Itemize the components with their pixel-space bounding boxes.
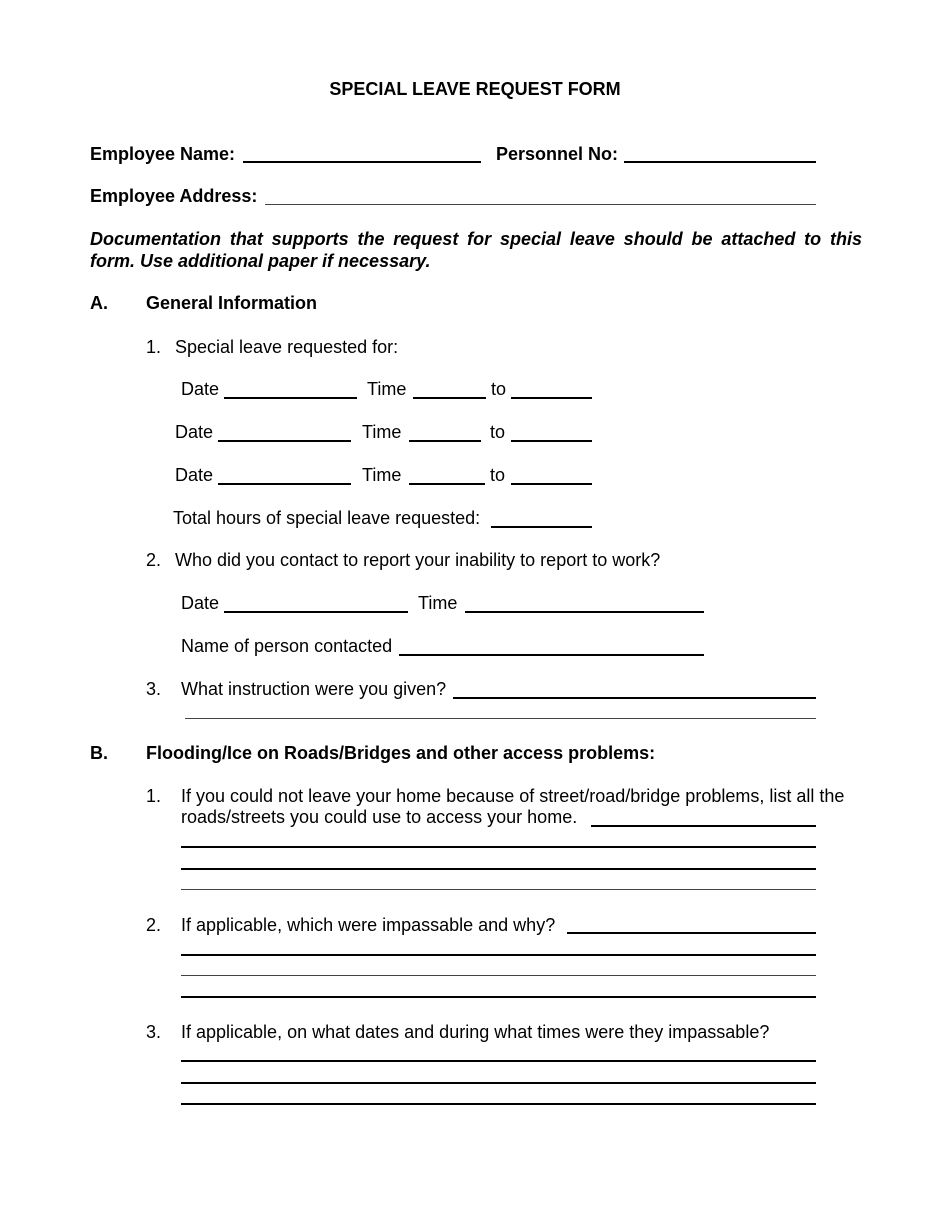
a-q1-row3-time-label: Time — [362, 465, 402, 485]
a-q1-row1-date-label: Date — [181, 379, 220, 399]
a-q1-row2-to-label: to — [490, 422, 506, 442]
a-q1-total-field[interactable] — [491, 526, 592, 528]
a-q1-row1-date-field[interactable] — [224, 397, 357, 399]
a-q3-answer-line1[interactable] — [453, 697, 816, 699]
a-q1-row2-time-label: Time — [362, 422, 402, 442]
b-q2-answer-line4[interactable] — [181, 996, 816, 998]
section-a-letter: A. — [90, 293, 108, 313]
a-q2-text: Who did you contact to report your inability to report to work? — [175, 550, 661, 570]
a-q2-date-field[interactable] — [224, 611, 408, 613]
a-q1-row3-time-to-field[interactable] — [511, 483, 592, 485]
b-q2-answer-line2[interactable] — [181, 954, 816, 956]
section-b-letter: B. — [90, 743, 108, 763]
section-b-heading: Flooding/Ice on Roads/Bridges and other access problems: — [146, 743, 656, 763]
a-q1-row1-time-label: Time — [367, 379, 407, 399]
personnel-no-field[interactable] — [624, 161, 816, 163]
employee-address-label: Employee Address: — [90, 186, 258, 206]
documentation-note-line2: form. Use additional paper if necessary. — [90, 251, 431, 271]
a-q1-row3-date-label: Date — [175, 465, 214, 485]
a-q1-row1-time-from-field[interactable] — [413, 397, 486, 399]
documentation-note-line1: Documentation that supports the request for special leave should be attached to this — [90, 229, 862, 249]
a-q1-row3-time-from-field[interactable] — [409, 483, 485, 485]
b-q1-answer-line4[interactable] — [181, 889, 816, 890]
a-q1-total-label: Total hours of special leave requested: — [173, 508, 481, 528]
a-q3-number: 3. — [146, 679, 162, 699]
a-q3-answer-line2[interactable] — [185, 718, 816, 719]
documentation-note — [90, 228, 862, 272]
form-title: SPECIAL LEAVE REQUEST FORM — [329, 79, 621, 99]
a-q1-number: 1. — [146, 337, 162, 357]
b-q1-answer-line2[interactable] — [181, 846, 816, 848]
a-q2-time-label: Time — [418, 593, 458, 613]
a-q1-row1-time-to-field[interactable] — [511, 397, 592, 399]
b-q2-text: If applicable, which were impassable and why? — [181, 915, 556, 935]
employee-name-field[interactable] — [243, 161, 481, 163]
a-q1-row2-time-to-field[interactable] — [511, 440, 592, 442]
a-q2-number: 2. — [146, 550, 162, 570]
employee-name-label: Employee Name: — [90, 144, 236, 164]
b-q3-answer-line1[interactable] — [181, 1060, 816, 1062]
personnel-no-label: Personnel No: — [496, 144, 619, 164]
a-q2-time-field[interactable] — [465, 611, 704, 613]
a-q3-text: What instruction were you given? — [181, 679, 447, 699]
a-q1-row2-date-field[interactable] — [218, 440, 351, 442]
section-a-heading: General Information — [146, 293, 318, 313]
a-q1-row3-to-label: to — [490, 465, 506, 485]
b-q2-answer-line3[interactable] — [181, 975, 816, 976]
a-q1-text: Special leave requested for: — [175, 337, 399, 357]
b-q1-answer-line1[interactable] — [591, 825, 816, 827]
b-q3-answer-line2[interactable] — [181, 1082, 816, 1084]
b-q3-text: If applicable, on what dates and during what times were they impassable? — [181, 1022, 770, 1042]
a-q2-person-field[interactable] — [399, 654, 704, 656]
b-q3-answer-line3[interactable] — [181, 1103, 816, 1105]
a-q1-row2-time-from-field[interactable] — [409, 440, 481, 442]
a-q1-row1-to-label: to — [491, 379, 507, 399]
b-q2-number: 2. — [146, 915, 162, 935]
a-q1-row2-date-label: Date — [175, 422, 214, 442]
b-q1-answer-line3[interactable] — [181, 868, 816, 870]
b-q1-number: 1. — [146, 786, 162, 806]
b-q1-text-line2: roads/streets you could use to access your home. — [181, 807, 578, 827]
employee-address-field[interactable] — [265, 204, 816, 205]
b-q1-text-line1: If you could not leave your home because of street/road/bridge problems, list all the — [181, 786, 845, 806]
b-q3-number: 3. — [146, 1022, 162, 1042]
a-q2-person-label: Name of person contacted — [181, 636, 393, 656]
a-q1-row3-date-field[interactable] — [218, 483, 351, 485]
b-q2-answer-line1[interactable] — [567, 932, 816, 934]
a-q2-date-label: Date — [181, 593, 220, 613]
